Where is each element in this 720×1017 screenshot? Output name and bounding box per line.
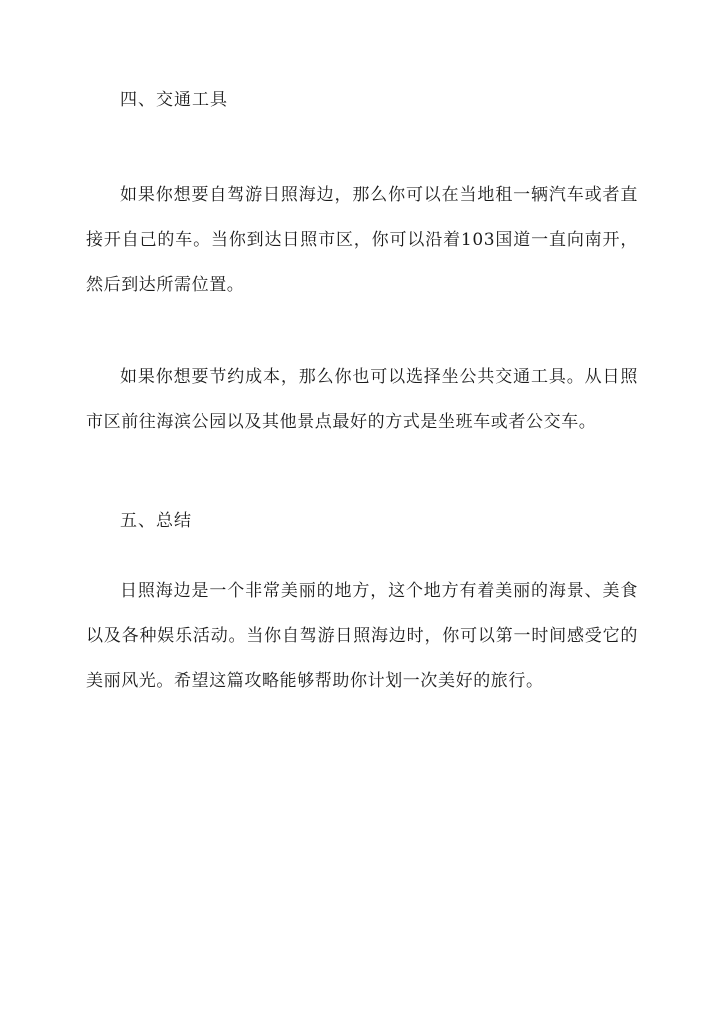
- paragraph-public-transport: 如果你想要节约成本，那么你也可以选择坐公共交通工具。从日照市区前往海滨公园以及其他景点最好的方式是坐班车或者公交车。: [86, 367, 638, 432]
- paragraph-self-drive: 如果你想要自驾游日照海边，那么你可以在当地租一辆汽车或者直接开自己的车。当你到达日照市区，你可以沿着103国道一直向南开，然后到达所需位置。: [86, 185, 638, 295]
- paragraph-summary: 日照海边是一个非常美丽的地方，这个地方有着美丽的海景、美食以及各种娱乐活动。当你自驾游日照海边时，你可以第一时间感受它的美丽风光。希望这篇攻略能够帮助你计划一次美好的旅行。: [86, 581, 638, 691]
- section-heading-summary: 五、总结: [120, 511, 192, 531]
- section-heading-transport: 四、交通工具: [120, 90, 228, 110]
